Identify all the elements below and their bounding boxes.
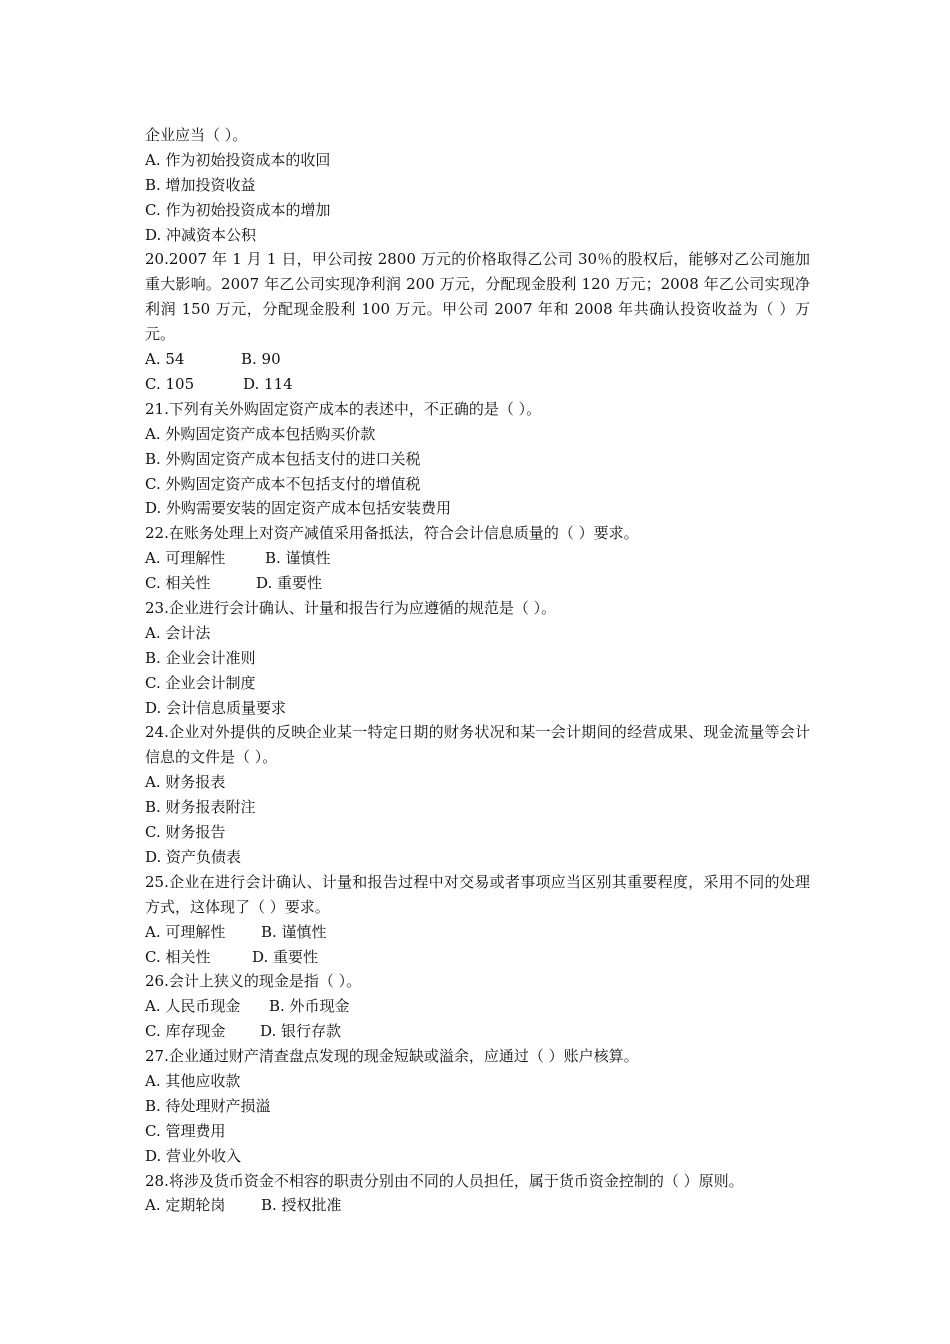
question-20: 20.2007 年 1 月 1 日，甲公司按 2800 万元的价格取得乙公司 30％的股权后，能够对乙公司施加重大影响。2007 年乙公司实现净利润 200 万元，分配现金股利 120 万元；2008 年乙公司实现净利润 150 万元，分配现金股利 100 万元。甲公司 2007 年和 2008 年共确认投资收益为（ ）万元。	[145, 250, 810, 344]
option-c: C. 105	[145, 374, 195, 393]
option-row	[145, 920, 810, 945]
option-d: D. 114	[243, 374, 293, 393]
option-a: A. 外购固定资产成本包括购买价款	[145, 424, 376, 443]
option-row	[145, 1019, 810, 1044]
option-row	[145, 546, 810, 571]
option-row	[145, 372, 810, 397]
option-d: D. 银行存款	[260, 1022, 342, 1041]
option-a: A. 人民币现金	[145, 997, 241, 1016]
option-a: A. 54	[145, 350, 185, 369]
option-a: A. 定期轮岗	[145, 1196, 226, 1215]
option-b: B. 外购固定资产成本包括支付的进口关税	[145, 449, 421, 468]
option-d: D. 外购需要安装的固定资产成本包括安装费用	[145, 499, 452, 518]
question-continuation: 企业应当（ ）。	[145, 126, 248, 144]
option-b: B. 财务报表附注	[145, 798, 256, 817]
option-d: D. 资产负债表	[145, 847, 242, 866]
question-22: 22.在账务处理上对资产减值采用备抵法，符合会计信息质量的（ ）要求。	[145, 524, 639, 543]
option-a: A. 可理解性	[145, 922, 226, 941]
option-b: B. 企业会计准则	[145, 648, 256, 667]
option-c: C. 企业会计制度	[145, 673, 256, 692]
option-b: B. 待处理财产损溢	[145, 1096, 271, 1115]
option-c: C. 管理费用	[145, 1121, 226, 1140]
option-d: D. 重要性	[256, 574, 323, 593]
option-a: A. 可理解性	[145, 549, 226, 568]
option-c: C. 库存现金	[145, 1022, 226, 1041]
option-d: D. 营业外收入	[145, 1146, 242, 1165]
option-row	[145, 1193, 810, 1218]
question-28: 28.将涉及货币资金不相容的职责分别由不同的人员担任，属于货币资金控制的（ ）原则。	[145, 1171, 744, 1190]
question-26: 26.会计上狭义的现金是指（ ）。	[145, 972, 362, 991]
option-row	[145, 945, 810, 970]
option-b: B. 授权批准	[261, 1196, 342, 1215]
option-c: C. 作为初始投资成本的增加	[145, 200, 331, 219]
question-27: 27.企业通过财产清查盘点发现的现金短缺或溢余，应通过（ ）账户核算。	[145, 1047, 639, 1066]
option-b: B. 增加投资收益	[145, 175, 256, 194]
option-c: C. 相关性	[145, 574, 211, 593]
option-b: B. 谨慎性	[265, 549, 331, 568]
question-25: 25.企业在进行会计确认、计量和报告过程中对交易或者事项应当区别其重要程度，采用不同的处理方式，这体现了（ ）要求。	[145, 872, 810, 916]
option-b: B. 外币现金	[269, 997, 350, 1016]
option-c: C. 财务报告	[145, 823, 226, 842]
option-d: D. 冲减资本公积	[145, 225, 257, 244]
document-body	[145, 123, 810, 1218]
option-b: B. 谨慎性	[261, 922, 327, 941]
option-row	[145, 571, 810, 596]
option-d: D. 重要性	[252, 947, 319, 966]
question-24: 24.企业对外提供的反映企业某一特定日期的财务状况和某一会计期间的经营成果、现金流量等会计信息的文件是（ ）。	[145, 723, 810, 767]
option-a: A. 作为初始投资成本的收回	[145, 150, 331, 169]
question-23: 23.企业进行会计确认、计量和报告行为应遵循的规范是（ ）。	[145, 598, 557, 617]
option-a: A. 财务报表	[145, 773, 226, 792]
option-d: D. 会计信息质量要求	[145, 698, 287, 717]
option-row	[145, 994, 810, 1019]
option-b: B. 90	[241, 350, 281, 369]
option-row	[145, 347, 810, 372]
option-c: C. 相关性	[145, 947, 211, 966]
option-a: A. 其他应收款	[145, 1071, 241, 1090]
option-a: A. 会计法	[145, 623, 211, 642]
question-21: 21.下列有关外购固定资产成本的表述中，不正确的是（ ）。	[145, 399, 542, 418]
option-c: C. 外购固定资产成本不包括支付的增值税	[145, 474, 421, 493]
